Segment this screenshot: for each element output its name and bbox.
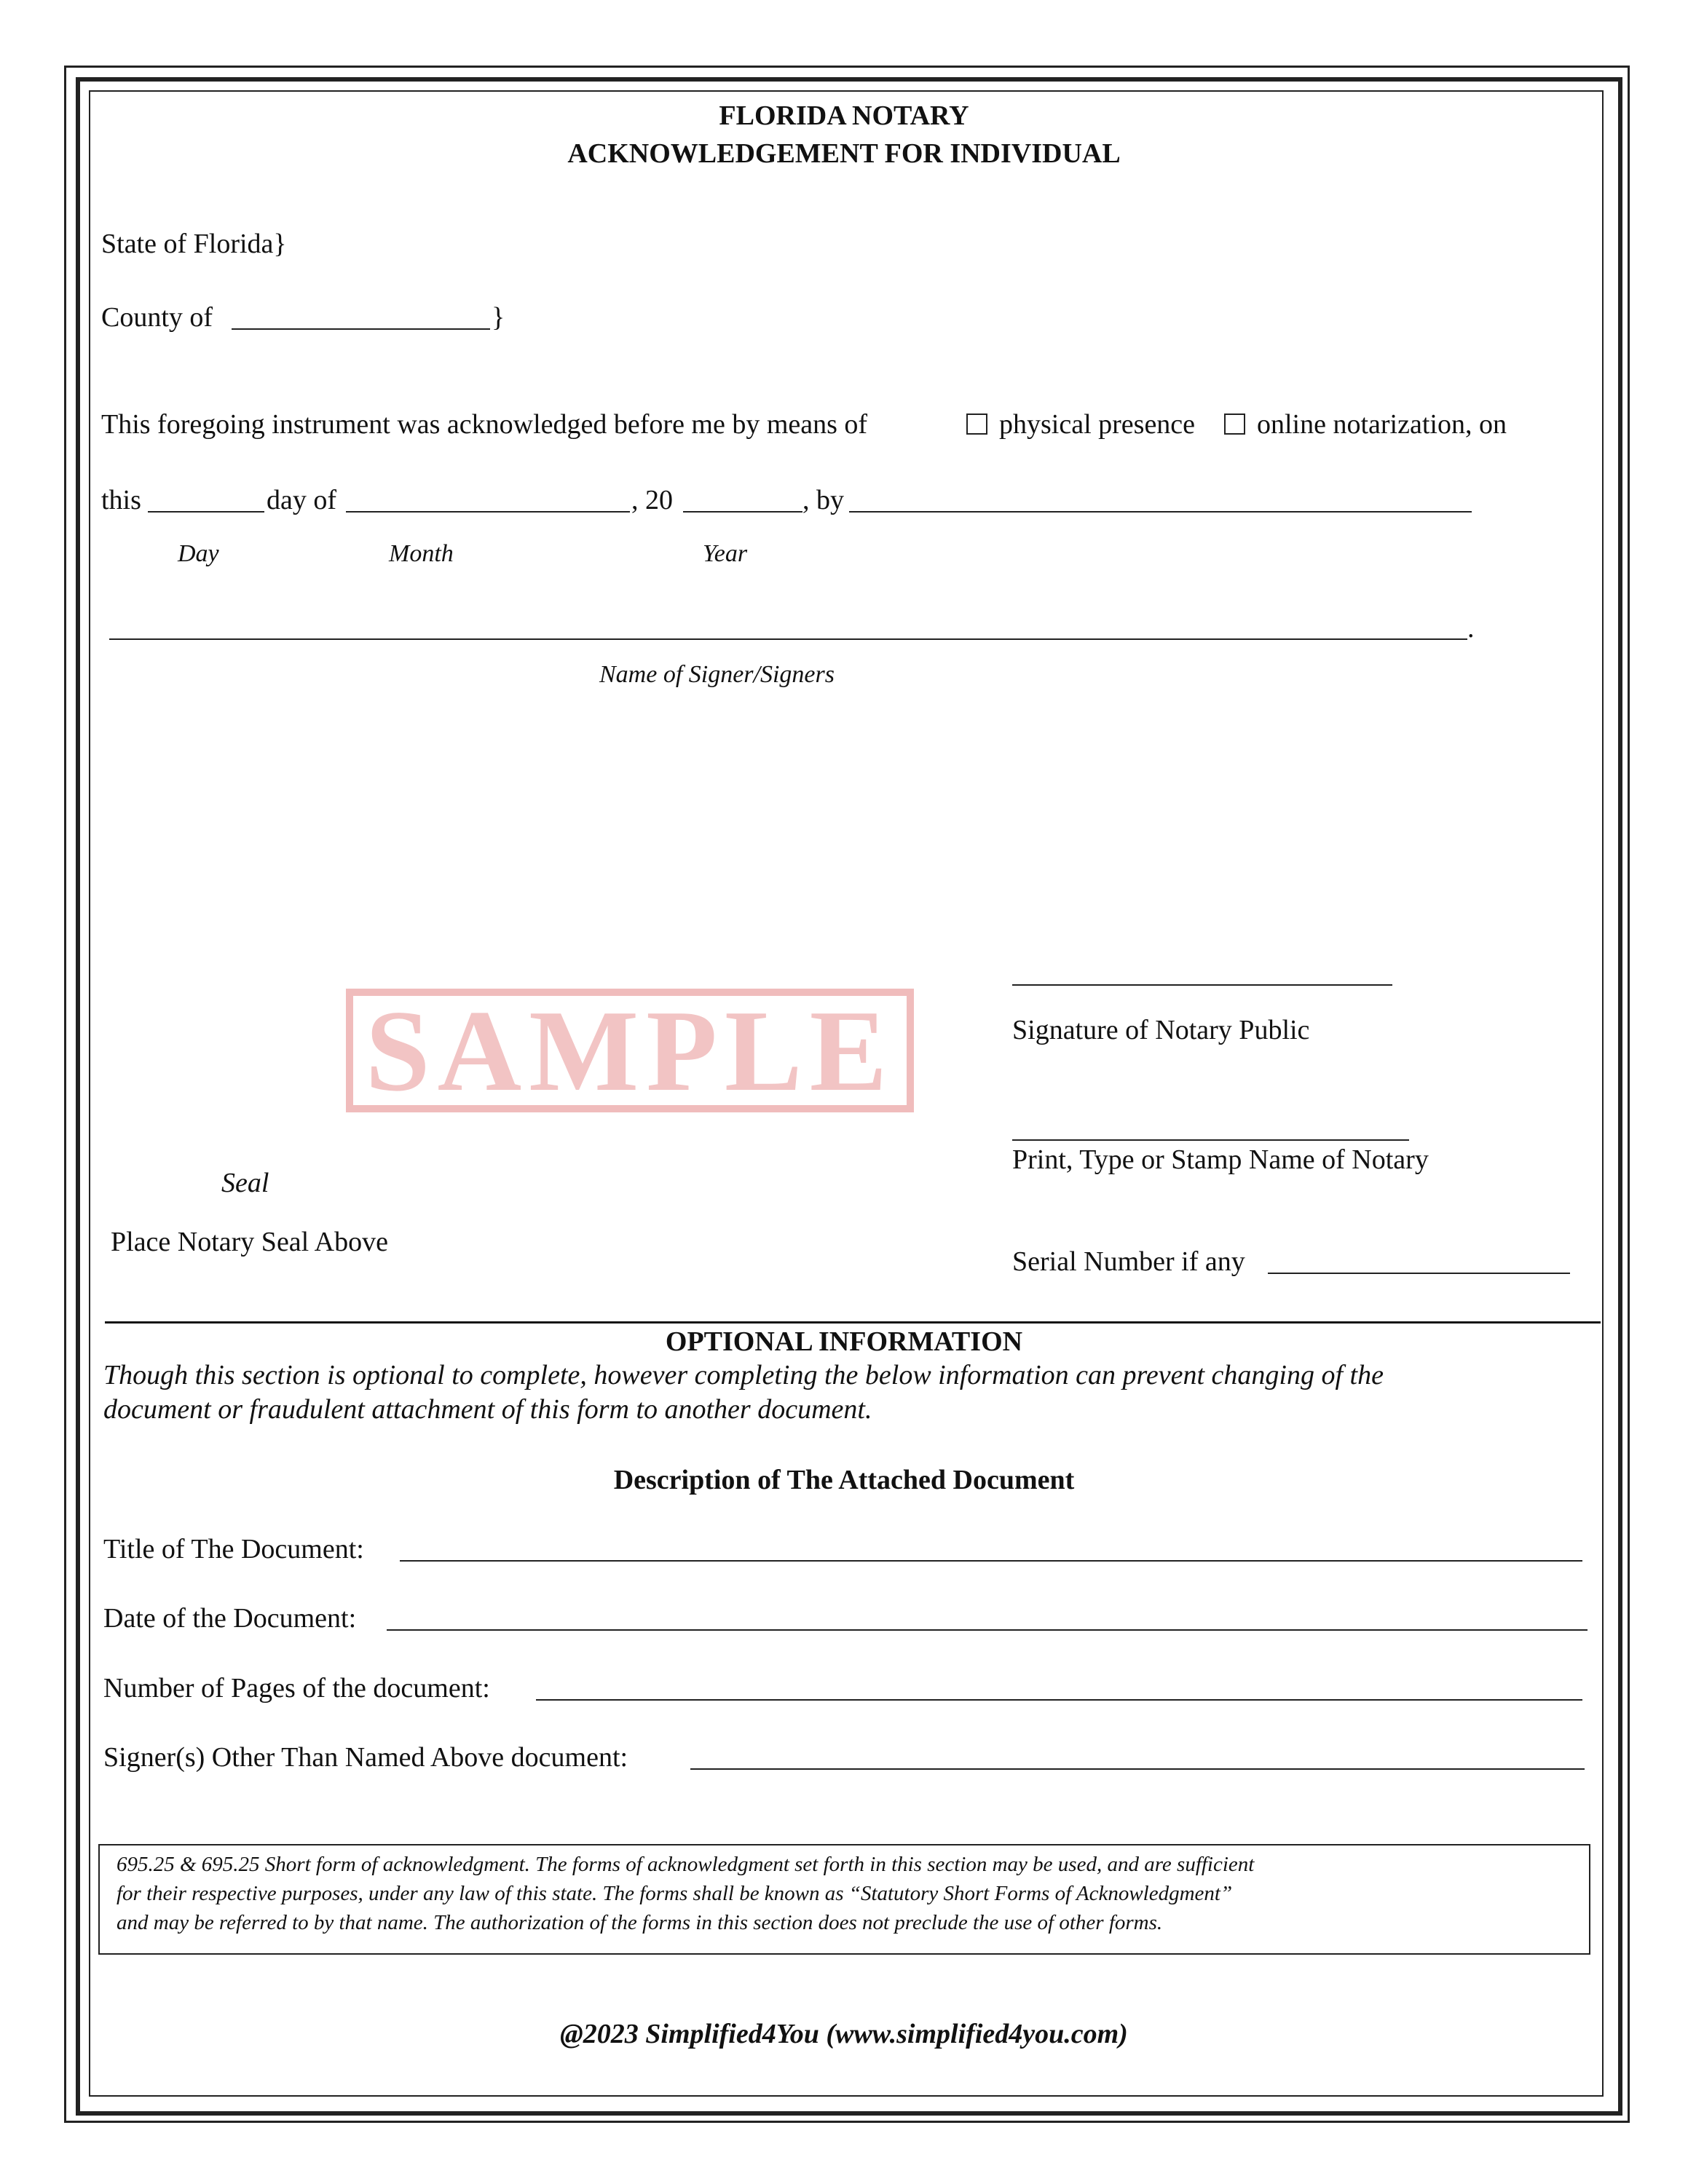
notary-signature-label: Signature of Notary Public: [1012, 1015, 1310, 1045]
by-name-field[interactable]: [849, 511, 1472, 513]
other-signers-label: Signer(s) Other Than Named Above document:: [103, 1742, 628, 1773]
copyright-footer: @2023 Simplified4You (www.simplified4you.com): [560, 2019, 1128, 2049]
serial-number-field[interactable]: [1268, 1273, 1570, 1274]
document-date-field[interactable]: [387, 1629, 1588, 1631]
physical-presence-checkbox[interactable]: [966, 414, 987, 435]
county-brace: }: [492, 302, 505, 333]
section-divider: [105, 1321, 1601, 1324]
online-notarization-label: online notarization, on: [1257, 409, 1507, 440]
notary-name-field[interactable]: [1012, 1139, 1409, 1141]
page-count-label: Number of Pages of the document:: [103, 1673, 490, 1704]
attached-document-heading: Description of The Attached Document: [613, 1465, 1075, 1495]
optional-heading: OPTIONAL INFORMATION: [665, 1326, 1023, 1357]
statute-line1: 695.25 & 695.25 Short form of acknowledgment. The forms of acknowledgment set forth in this section may be used, and are sufficient: [117, 1853, 1255, 1876]
month-caption: Month: [389, 540, 454, 567]
acknowledgement-intro: This foregoing instrument was acknowledged before me by means of: [101, 409, 868, 440]
seal-label: Seal: [221, 1168, 269, 1198]
signer-name-field[interactable]: [109, 638, 1467, 640]
notary-signature-field[interactable]: [1012, 984, 1392, 986]
document-title-field[interactable]: [400, 1560, 1582, 1562]
statute-line3: and may be referred to by that name. The authorization of the forms in this section does not preclude the use of other forms.: [117, 1911, 1163, 1934]
century-label: , 20: [631, 485, 673, 515]
page-count-field[interactable]: [536, 1699, 1582, 1701]
serial-number-label: Serial Number if any: [1012, 1246, 1245, 1277]
notary-name-label: Print, Type or Stamp Name of Notary: [1012, 1144, 1429, 1175]
seal-instruction: Place Notary Seal Above: [111, 1227, 388, 1257]
statute-line2: for their respective purposes, under any law of this state. The forms shall be known as “Statutory Short Forms of Acknowledgment”: [117, 1882, 1233, 1905]
day-caption: Day: [178, 540, 219, 567]
statute-text: [117, 1850, 1500, 1937]
this-label: this: [101, 485, 141, 515]
state-line: State of Florida}: [101, 229, 287, 259]
form-subtitle: ACKNOWLEDGEMENT FOR INDIVIDUAL: [567, 138, 1121, 169]
document-title-label: Title of The Document:: [103, 1534, 364, 1564]
by-label: , by: [802, 485, 844, 515]
physical-presence-label: physical presence: [999, 409, 1196, 440]
year-field[interactable]: [683, 511, 802, 513]
signer-period: .: [1467, 613, 1475, 644]
month-field[interactable]: [346, 511, 630, 513]
other-signers-field[interactable]: [690, 1768, 1585, 1770]
optional-note-line1: Though this section is optional to complete, however completing the below information can prevent changing of the: [103, 1360, 1384, 1390]
county-field[interactable]: [232, 328, 490, 330]
year-caption: Year: [703, 540, 748, 567]
day-of-label: day of: [267, 485, 337, 515]
day-field[interactable]: [148, 511, 264, 513]
document-date-label: Date of the Document:: [103, 1603, 357, 1634]
form-title: FLORIDA NOTARY: [719, 100, 969, 131]
sample-watermark: [346, 986, 914, 1115]
county-label: County of: [101, 302, 213, 333]
online-notarization-checkbox[interactable]: [1224, 414, 1245, 435]
signer-caption: Name of Signer/Signers: [599, 661, 835, 688]
optional-note-line2: document or fraudulent attachment of this form to another document.: [103, 1394, 872, 1425]
sample-watermark-text: SAMPLE: [365, 986, 895, 1115]
